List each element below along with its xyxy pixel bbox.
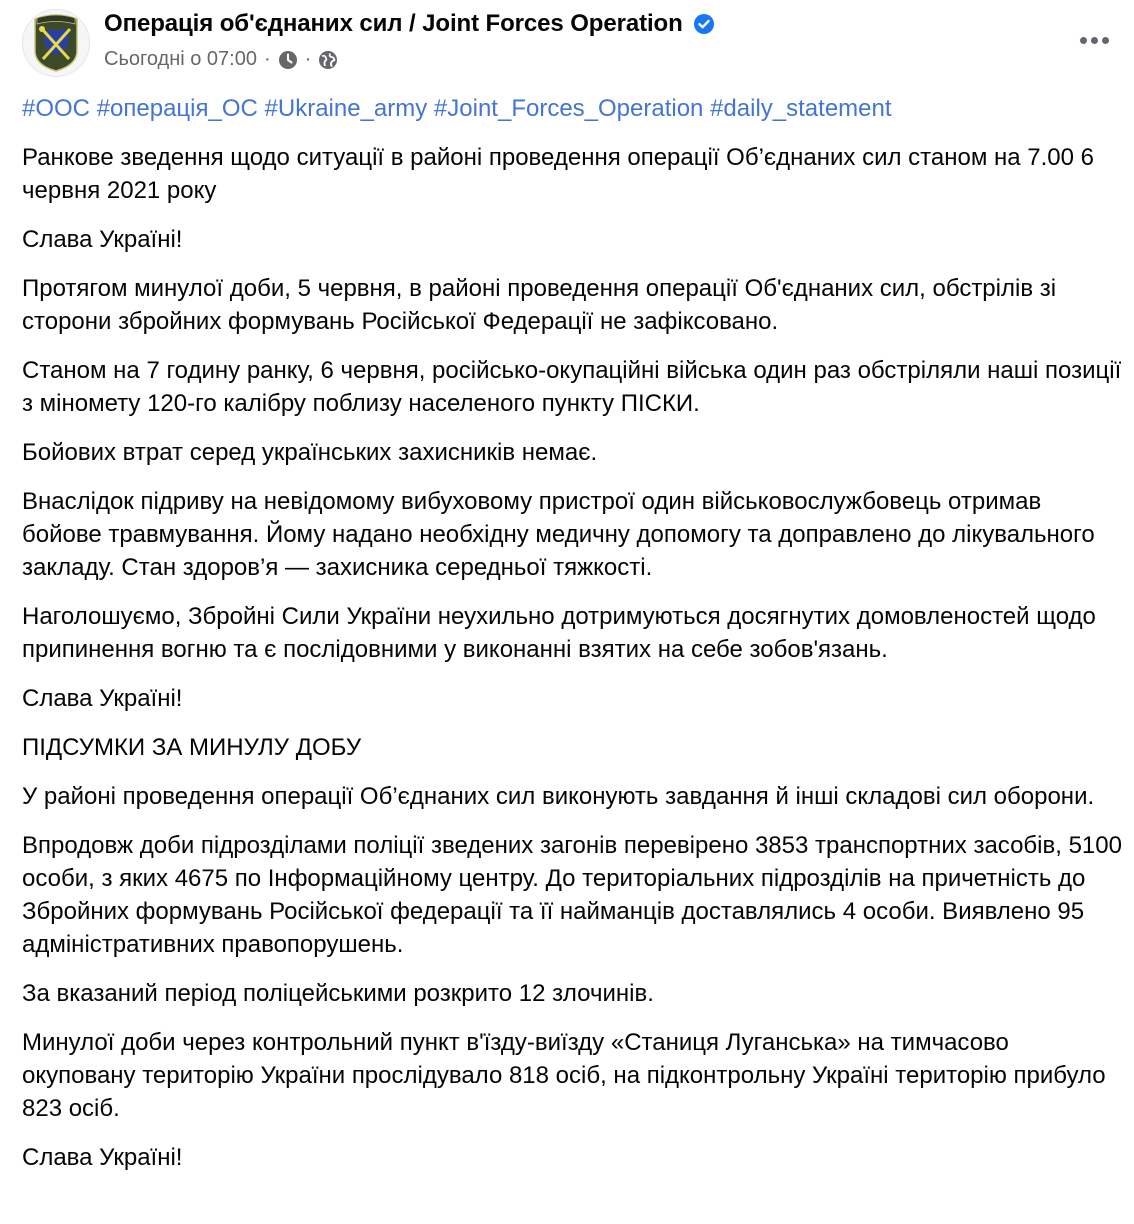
hashtag-link[interactable]: #операція_ОС — [96, 95, 258, 122]
hashtag-link[interactable]: #daily_statement — [710, 95, 892, 122]
hashtag-link[interactable]: #ООС — [22, 95, 91, 122]
globe-icon[interactable] — [318, 50, 338, 70]
post-paragraph: Слава Україні! — [22, 1144, 183, 1171]
meta-separator: · — [263, 48, 271, 70]
ellipsis-icon — [1091, 37, 1098, 44]
page-name-link[interactable]: Операція об'єднаних сил / Joint Forces Operation — [104, 10, 683, 37]
page-avatar[interactable] — [22, 9, 90, 77]
meta-separator: · — [304, 48, 312, 70]
post-paragraph: За вказаний період поліцейськими розкрито 12 злочинів. — [22, 980, 654, 1007]
post-paragraph: Станом на 7 годину ранку, 6 червня, російсько-окупаційні війська один раз обстріляли наші позиції з міномету 120-го калібру поблизу населеного пункту ПІСКИ. — [22, 357, 1122, 417]
hashtag-list — [22, 92, 1122, 125]
shield-emblem-icon — [29, 13, 83, 73]
post-paragraph: Протягом минулої доби, 5 червня, в районі проведення операції Об'єднаних сил, обстрілів зі сторони збройних формувань Російської Федерації не зафіксовано. — [22, 275, 1057, 335]
hashtag-link[interactable]: #Ukraine_army — [264, 95, 428, 122]
post-body — [22, 92, 1122, 1190]
post-paragraph: Минулої доби через контрольний пункт в'їзду-виїзду «Станиця Луганська» на тимчасово окуповану територію України прослідувало 818 осіб, на підконтрольну Україні територію прибуло 823 осіб. — [22, 1029, 1106, 1122]
hashtag-link[interactable]: #Joint_Forces_Operation — [433, 95, 704, 122]
post-paragraph: Слава Україні! — [22, 685, 183, 712]
clock-icon[interactable] — [278, 50, 298, 70]
post-paragraph: Слава Україні! — [22, 226, 183, 253]
section-heading: ПІДСУМКИ ЗА МИНУЛУ ДОБУ — [22, 734, 362, 761]
post-timestamp[interactable]: Сьогодні о 07:00 — [104, 48, 257, 70]
post-paragraph: Впродовж доби підрозділами поліції зведених загонів перевірено 3853 транспортних засобів, 5100 особи, з яких 4675 по Інформаційному центру. До територіальних підрозділів на причетність до Збройних формувань Російської федерації та її найманців доставлялись 4 особи. Виявлено 95 адміністративних правопорушень. — [22, 832, 1122, 958]
post-paragraph-title: Ранкове зведення щодо ситуації в районі проведення операції Об’єднаних сил станом на 7.00 6 червня 2021 року — [22, 144, 1095, 204]
ellipsis-icon — [1080, 37, 1087, 44]
post-meta — [104, 48, 338, 71]
post-paragraph: У районі проведення операції Об’єднаних сил виконують завдання й інші складові сил оборони. — [22, 783, 1095, 810]
post-paragraph: Внаслідок підриву на невідомому вибуховому пристрої один військовослужбовець отримав бойове травмування. Йому надано необхідну медичну допомогу та доправлено до лікувального закладу. Стан здоров’я — захисника середньої тяжкості. — [22, 488, 1095, 581]
post-header — [0, 0, 1134, 90]
more-options-button[interactable] — [1074, 22, 1114, 58]
verified-badge-icon — [693, 13, 715, 35]
post-paragraph: Наголошуємо, Збройні Сили України неухильно дотримуються досягнутих домовленостей щодо припинення вогню та є послідовними у виконанні взятих на себе зобов'язань. — [22, 603, 1096, 663]
ellipsis-icon — [1102, 37, 1109, 44]
post-paragraph: Бойових втрат серед українських захисників немає. — [22, 439, 598, 466]
